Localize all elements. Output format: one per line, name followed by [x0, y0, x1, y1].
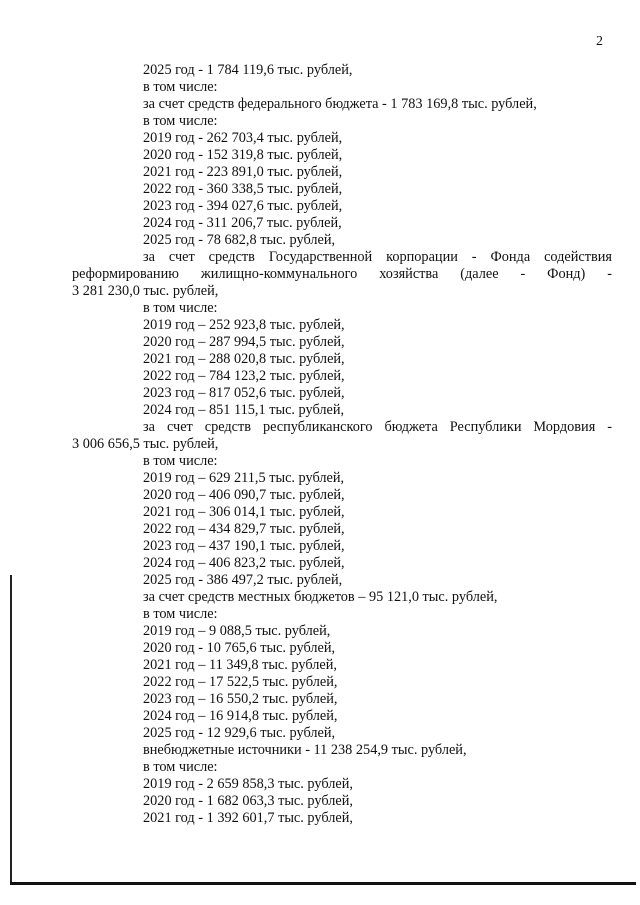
- text-line: 2022 год – 17 522,5 тыс. рублей,: [143, 674, 338, 690]
- text-line: 2021 год – 288 020,8 тыс. рублей,: [143, 351, 345, 367]
- text-line: 2024 год - 311 206,7 тыс. рублей,: [143, 215, 342, 231]
- text-line: 2024 год – 851 115,1 тыс. рублей,: [143, 402, 345, 418]
- text-line: в том числе:: [143, 300, 218, 316]
- text-line: 2023 год - 394 027,6 тыс. рублей,: [143, 198, 343, 214]
- text-line: внебюджетные источники - 11 238 254,9 тыс. рублей,: [143, 742, 467, 758]
- text-line: 2023 год – 437 190,1 тыс. рублей,: [143, 538, 345, 554]
- text-line: 2025 год - 12 929,6 тыс. рублей,: [143, 725, 336, 741]
- text-line: 2021 год – 306 014,1 тыс. рублей,: [143, 504, 345, 520]
- text-line: 2024 год – 16 914,8 тыс. рублей,: [143, 708, 338, 724]
- text-line: 2021 год - 1 392 601,7 тыс. рублей,: [143, 810, 353, 826]
- text-line: в том числе:: [143, 453, 218, 469]
- text-line: 3 006 656,5 тыс. рублей,: [72, 436, 219, 452]
- text-line: 2020 год – 287 994,5 тыс. рублей,: [143, 334, 345, 350]
- text-line: 2025 год - 1 784 119,6 тыс. рублей,: [143, 62, 353, 78]
- text-line: 2022 год – 784 123,2 тыс. рублей,: [143, 368, 345, 384]
- text-line: в том числе:: [143, 113, 218, 129]
- text-line: 2022 год - 360 338,5 тыс. рублей,: [143, 181, 343, 197]
- text-line: 2021 год - 223 891,0 тыс. рублей,: [143, 164, 343, 180]
- text-line: 2020 год - 1 682 063,3 тыс. рублей,: [143, 793, 353, 809]
- text-line: 2020 год - 10 765,6 тыс. рублей,: [143, 640, 336, 656]
- text-line: 2019 год - 262 703,4 тыс. рублей,: [143, 130, 343, 146]
- text-line: 2019 год – 629 211,5 тыс. рублей,: [143, 470, 345, 486]
- text-line: 3 281 230,0 тыс. рублей,: [72, 283, 219, 299]
- text-line: 2021 год – 11 349,8 тыс. рублей,: [143, 657, 337, 673]
- scan-border-left: [10, 575, 12, 885]
- text-line: 2024 год – 406 823,2 тыс. рублей,: [143, 555, 345, 571]
- text-line: за счет средств местных бюджетов – 95 121,0 тыс. рублей,: [143, 589, 498, 605]
- text-line: 2019 год - 2 659 858,3 тыс. рублей,: [143, 776, 353, 792]
- text-line: реформированию жилищно-коммунального хозяйства (далее - Фонд) -: [72, 266, 612, 282]
- text-line: 2019 год – 252 923,8 тыс. рублей,: [143, 317, 345, 333]
- document-body: [72, 62, 612, 827]
- text-line: 2020 год – 406 090,7 тыс. рублей,: [143, 487, 345, 503]
- text-line: 2025 год - 386 497,2 тыс. рублей,: [143, 572, 343, 588]
- text-line: в том числе:: [143, 79, 218, 95]
- text-line: за счет средств федерального бюджета - 1 783 169,8 тыс. рублей,: [143, 96, 537, 112]
- text-line: 2022 год – 434 829,7 тыс. рублей,: [143, 521, 345, 537]
- text-line: за счет средств республиканского бюджета Республики Мордовия -: [143, 419, 612, 435]
- text-line: в том числе:: [143, 759, 218, 775]
- text-line: 2019 год – 9 088,5 тыс. рублей,: [143, 623, 331, 639]
- page-number: 2: [596, 34, 603, 49]
- text-line: за счет средств Государственной корпорации - Фонда содействия: [143, 249, 612, 265]
- text-line: в том числе:: [143, 606, 218, 622]
- text-line: 2020 год - 152 319,8 тыс. рублей,: [143, 147, 343, 163]
- text-line: 2025 год - 78 682,8 тыс. рублей,: [143, 232, 336, 248]
- scan-border-bottom: [10, 882, 636, 885]
- text-line: 2023 год – 817 052,6 тыс. рублей,: [143, 385, 345, 401]
- text-line: 2023 год – 16 550,2 тыс. рублей,: [143, 691, 338, 707]
